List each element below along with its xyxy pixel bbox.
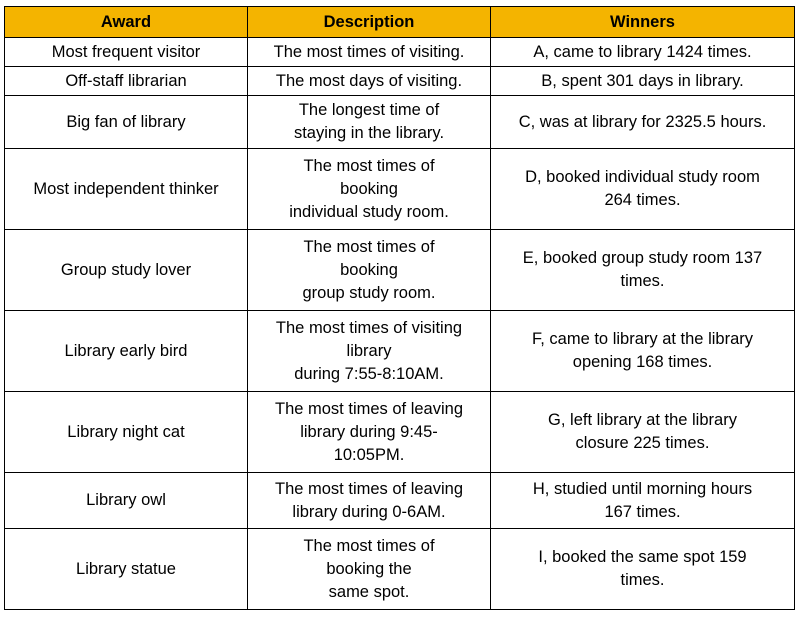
winners-cell: D, booked individual study room 264 times. bbox=[491, 149, 795, 230]
table-row bbox=[5, 392, 795, 473]
table-row bbox=[5, 473, 795, 529]
header-row bbox=[5, 7, 795, 38]
award-cell: Library night cat bbox=[5, 392, 248, 473]
winners-cell: I, booked the same spot 159 times. bbox=[491, 529, 795, 610]
award-cell: Library statue bbox=[5, 529, 248, 610]
winners-cell: C, was at library for 2325.5 hours. bbox=[491, 96, 795, 149]
description-cell: The most times of booking individual study room. bbox=[248, 149, 491, 230]
header-description: Description bbox=[248, 7, 491, 38]
awards-table bbox=[4, 6, 795, 610]
header-winners: Winners bbox=[491, 7, 795, 38]
table-row bbox=[5, 67, 795, 96]
table-row bbox=[5, 230, 795, 311]
description-cell: The most times of booking group study room. bbox=[248, 230, 491, 311]
winners-cell: B, spent 301 days in library. bbox=[491, 67, 795, 96]
description-cell: The most times of leaving library during 9:45- 10:05PM. bbox=[248, 392, 491, 473]
award-cell: Library owl bbox=[5, 473, 248, 529]
table-row bbox=[5, 529, 795, 610]
description-cell: The most days of visiting. bbox=[248, 67, 491, 96]
description-cell: The most times of leaving library during 0-6AM. bbox=[248, 473, 491, 529]
description-cell: The most times of booking the same spot. bbox=[248, 529, 491, 610]
winners-cell: H, studied until morning hours 167 times. bbox=[491, 473, 795, 529]
winners-cell: E, booked group study room 137 times. bbox=[491, 230, 795, 311]
table-row bbox=[5, 149, 795, 230]
table-row bbox=[5, 38, 795, 67]
table-row bbox=[5, 96, 795, 149]
award-cell: Most independent thinker bbox=[5, 149, 248, 230]
winners-cell: G, left library at the library closure 225 times. bbox=[491, 392, 795, 473]
award-cell: Most frequent visitor bbox=[5, 38, 248, 67]
table-row bbox=[5, 311, 795, 392]
award-cell: Library early bird bbox=[5, 311, 248, 392]
header-award: Award bbox=[5, 7, 248, 38]
description-cell: The most times of visiting library during 7:55-8:10AM. bbox=[248, 311, 491, 392]
description-cell: The most times of visiting. bbox=[248, 38, 491, 67]
winners-cell: A, came to library 1424 times. bbox=[491, 38, 795, 67]
description-cell: The longest time of staying in the library. bbox=[248, 96, 491, 149]
award-cell: Group study lover bbox=[5, 230, 248, 311]
award-cell: Big fan of library bbox=[5, 96, 248, 149]
award-cell: Off-staff librarian bbox=[5, 67, 248, 96]
winners-cell: F, came to library at the library opening 168 times. bbox=[491, 311, 795, 392]
